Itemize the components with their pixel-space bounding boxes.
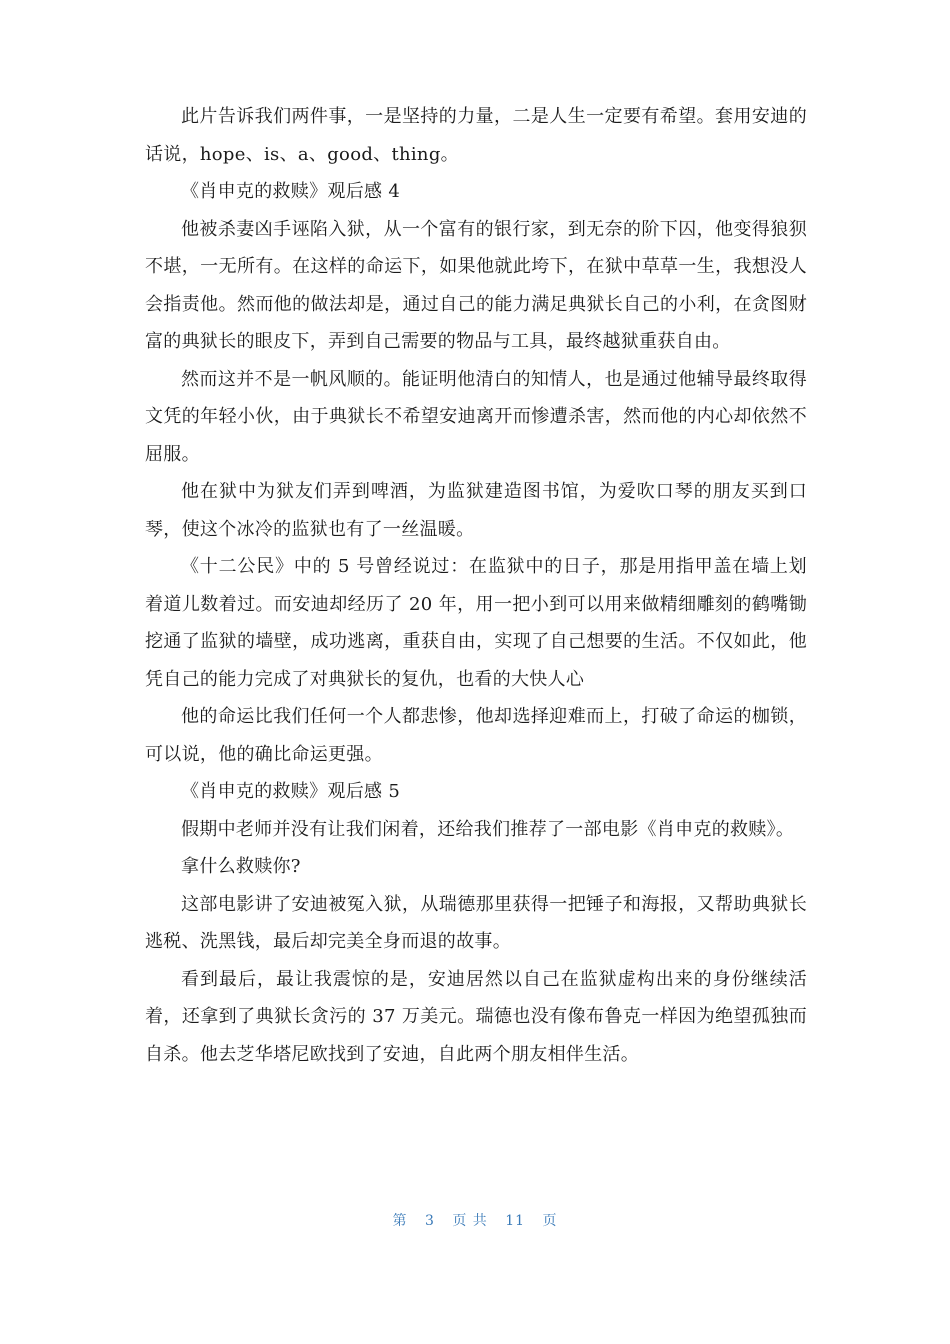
paragraph: 他在狱中为狱友们弄到啤酒，为监狱建造图书馆，为爱吹口琴的朋友买到口琴，使这个冰冷的监狱也有了一丝温暖。	[145, 481, 807, 540]
document-body	[145, 98, 807, 1073]
total-pages-number: 11	[505, 1213, 526, 1229]
current-page-number: 3	[424, 1213, 435, 1229]
section-heading: 《肖申克的救赎》观后感 4	[181, 181, 401, 202]
paragraph: 看到最后，最让我震惊的是，安迪居然以自己在监狱虚构出来的身份继续活着，还拿到了典狱长贪污的 37 万美元。瑞德也没有像布鲁克一样因为绝望孤独而自杀。他去芝华塔尼欧找到了安迪，自此两个朋友相伴生活。	[145, 968, 807, 1065]
paragraph: 拿什么救赎你?	[181, 856, 301, 877]
footer-suffix: 页	[542, 1213, 558, 1229]
page-footer	[0, 1210, 950, 1230]
section-heading: 《肖申克的救赎》观后感 5	[181, 781, 401, 802]
footer-middle: 页 共	[452, 1213, 488, 1229]
paragraph: 此片告诉我们两件事，一是坚持的力量，二是人生一定要有希望。套用安迪的话说，hope、is、a、good、thing。	[145, 106, 807, 165]
paragraph: 他被杀妻凶手诬陷入狱，从一个富有的银行家，到无奈的阶下囚，他变得狼狈不堪，一无所有。在这样的命运下，如果他就此垮下，在狱中草草一生，我想没人会指责他。然而他的做法却是，通过自己的能力满足典狱长自己的小利，在贪图财富的典狱长的眼皮下，弄到自己需要的物品与工具，最终越狱重获自由。	[145, 218, 807, 352]
paragraph: 他的命运比我们任何一个人都悲惨，他却选择迎难而上，打破了命运的枷锁，可以说，他的确比命运更强。	[145, 706, 807, 765]
paragraph: 然而这并不是一帆风顺的。能证明他清白的知情人，也是通过他辅导最终取得文凭的年轻小伙，由于典狱长不希望安迪离开而惨遭杀害，然而他的内心却依然不屈服。	[145, 368, 807, 465]
paragraph: 《十二公民》中的 5 号曾经说过：在监狱中的日子，那是用指甲盖在墙上划着道儿数着过。而安迪却经历了 20 年，用一把小到可以用来做精细雕刻的鹤嘴锄挖通了监狱的墙壁，成功逃离，重获自由，实现了自己想要的生活。不仅如此，他凭自己的能力完成了对典狱长的复仇，也看的大快人心	[145, 556, 807, 690]
paragraph: 假期中老师并没有让我们闲着，还给我们推荐了一部电影《肖申克的救赎》。	[181, 818, 795, 840]
footer-prefix: 第	[392, 1213, 408, 1229]
paragraph: 这部电影讲了安迪被冤入狱，从瑞德那里获得一把锤子和海报，又帮助典狱长逃税、洗黑钱，最后却完美全身而退的故事。	[145, 893, 807, 952]
